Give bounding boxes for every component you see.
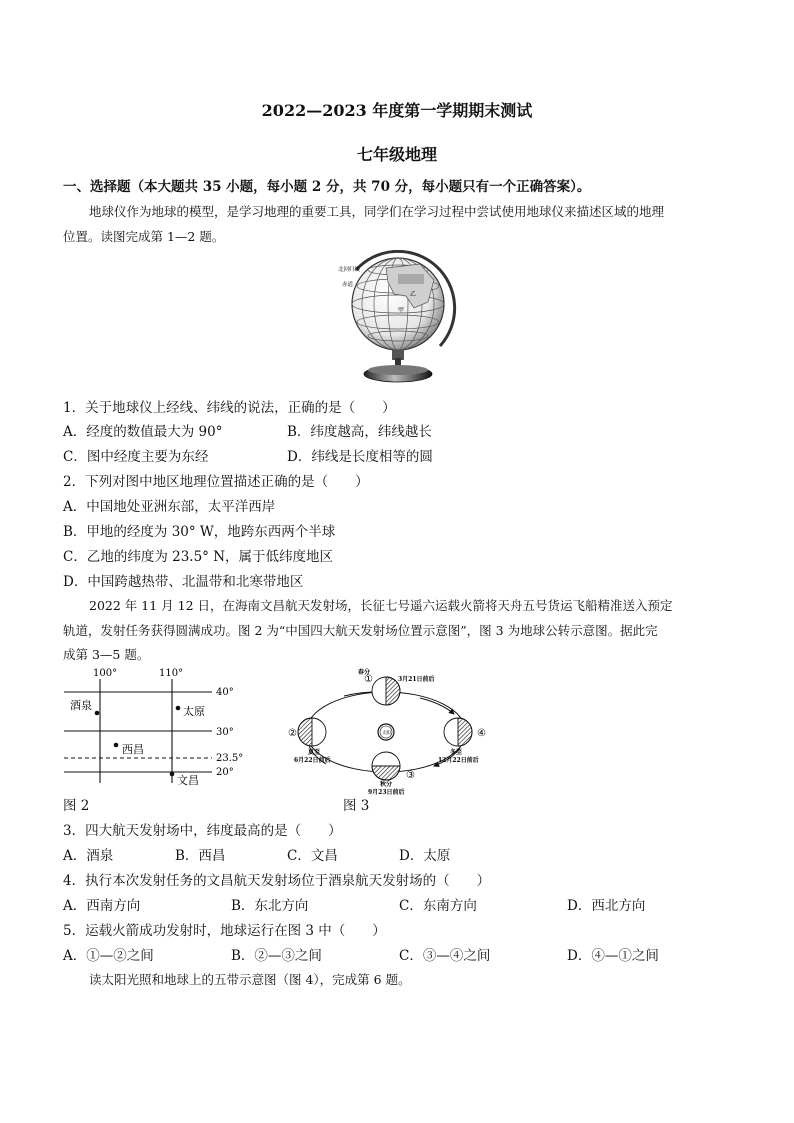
fig2-lat-20: 20° xyxy=(216,767,234,778)
site-taiyuan: 太原 xyxy=(183,705,205,718)
label-winter-date: 12月22日前后 xyxy=(438,757,479,764)
q3-option-c[interactable]: C．文昌 xyxy=(287,848,338,864)
intro2-line2: 轨道，发射任务获得圆满成功。图 2 为“中国四大航天发射场位置示意图”，图 3 为地球公转示意图。据此完 xyxy=(63,623,658,638)
label-sun: 太阳 xyxy=(382,731,391,736)
q3-stem: 3．四大航天发射场中，纬度最高的是（ ） xyxy=(63,823,342,839)
q1-option-c[interactable]: C．图中经度主要为东经 xyxy=(63,449,209,465)
q1-option-d[interactable]: D．纬线是长度相等的圆 xyxy=(287,449,433,465)
q5-option-d[interactable]: D．④—①之间 xyxy=(567,948,659,964)
label-winter: 冬至 xyxy=(450,749,463,756)
label-summer: 夏至 xyxy=(308,749,321,756)
intro2-line1: 2022 年 11 月 12 日，在海南文昌航天发射场，长征七号遥六运载火箭将天舟五号货运飞船精准送入预定 xyxy=(89,598,673,613)
intro2-line3: 成第 3—5 题。 xyxy=(63,647,150,662)
globe-label-yi: 乙 xyxy=(410,291,417,298)
site-taiyuan-dot xyxy=(176,706,181,711)
site-wenchang-dot xyxy=(170,772,175,777)
label-autumn: 秋分 xyxy=(380,781,393,788)
q1-stem: 1．关于地球仪上经线、纬线的说法，正确的是（ ） xyxy=(63,400,396,416)
exam-subtitle: 七年级地理 xyxy=(356,145,437,164)
q5-option-b[interactable]: B．②—③之间 xyxy=(231,948,322,964)
globe-figure xyxy=(336,250,460,386)
label-autumn-date: 9月23日前后 xyxy=(368,789,405,796)
exam-title: 2022—2023 年度第一学期期末测试 xyxy=(261,101,533,120)
label-spring-date: 3月21日前后 xyxy=(398,676,435,683)
fig2-lat-40: 40° xyxy=(216,687,234,698)
figure-2-map xyxy=(60,665,250,787)
q4-option-b[interactable]: B．东北方向 xyxy=(231,898,309,914)
q1-option-b[interactable]: B．纬度越高，纬线越长 xyxy=(287,424,432,440)
q2-option-b[interactable]: B．甲地的经度为 30° W，地跨东西两个半球 xyxy=(63,524,336,540)
fig2-lon-100: 100° xyxy=(93,668,118,679)
marker-1: ① xyxy=(364,674,373,685)
q2-option-a[interactable]: A．中国地处亚洲东部，太平洋西岸 xyxy=(63,499,276,515)
q1-option-a[interactable]: A．经度的数值最大为 90° xyxy=(63,424,223,440)
q2-stem: 2．下列对图中地区地理位置描述正确的是（ ） xyxy=(63,474,369,490)
q2-option-c[interactable]: C．乙地的纬度为 23.5° N，属于低纬度地区 xyxy=(63,549,334,565)
marker-3: ③ xyxy=(406,770,415,781)
q3-option-b[interactable]: B．西昌 xyxy=(175,848,226,864)
q3-option-a[interactable]: A．酒泉 xyxy=(63,848,114,864)
figure-3-caption: 图 3 xyxy=(343,798,370,814)
label-spring: 春分 xyxy=(358,669,371,676)
figure-2-caption: 图 2 xyxy=(63,798,90,814)
site-xichang-dot xyxy=(114,743,119,748)
fig2-lat-30: 30° xyxy=(216,727,234,738)
q5-option-c[interactable]: C．③—④之间 xyxy=(399,948,491,964)
label-summer-date: 6月22日前后 xyxy=(294,757,331,764)
globe-label-equator: 赤道 xyxy=(342,282,354,288)
q4-option-d[interactable]: D．西北方向 xyxy=(567,898,646,914)
q4-option-c[interactable]: C．东南方向 xyxy=(399,898,477,914)
marker-4: ④ xyxy=(477,728,486,739)
globe-label-jia: 甲 xyxy=(398,307,405,314)
figure-3-revolution xyxy=(284,668,496,796)
q5-option-a[interactable]: A．①—②之间 xyxy=(63,948,154,964)
marker-2: ② xyxy=(288,728,297,739)
site-xichang: 西昌 xyxy=(122,743,144,756)
intro1-line1: 地球仪作为地球的模型，是学习地理的重要工具，同学们在学习过程中尝试使用地球仪来描述区域的地理 xyxy=(89,204,665,219)
site-jiuquan-dot xyxy=(95,711,100,716)
q4-option-a[interactable]: A．西南方向 xyxy=(63,898,141,914)
q5-stem: 5．运载火箭成功发射时，地球运行在图 3 中（ ） xyxy=(63,923,386,939)
q4-stem: 4．执行本次发射任务的文昌航天发射场位于酒泉航天发射场的（ ） xyxy=(63,873,491,889)
site-wenchang: 文昌 xyxy=(177,774,199,787)
fig2-lat-23-5: 23.5° xyxy=(216,753,244,764)
fig2-lon-110: 110° xyxy=(159,668,184,679)
globe-label-tropic: 北回归线 xyxy=(338,267,361,273)
site-jiuquan: 酒泉 xyxy=(70,699,92,712)
q2-option-d[interactable]: D．中国跨越热带、北温带和北寒带地区 xyxy=(63,574,304,590)
intro3: 读太阳光照和地球上的五带示意图（图 4），完成第 6 题。 xyxy=(89,972,411,987)
intro1-line2: 位置。读图完成第 1—2 题。 xyxy=(63,229,225,244)
section-heading: 一、选择题（本大题共 35 小题，每小题 2 分，共 70 分，每小题只有一个正确答案）。 xyxy=(63,179,591,195)
q3-option-d[interactable]: D．太原 xyxy=(399,848,451,864)
